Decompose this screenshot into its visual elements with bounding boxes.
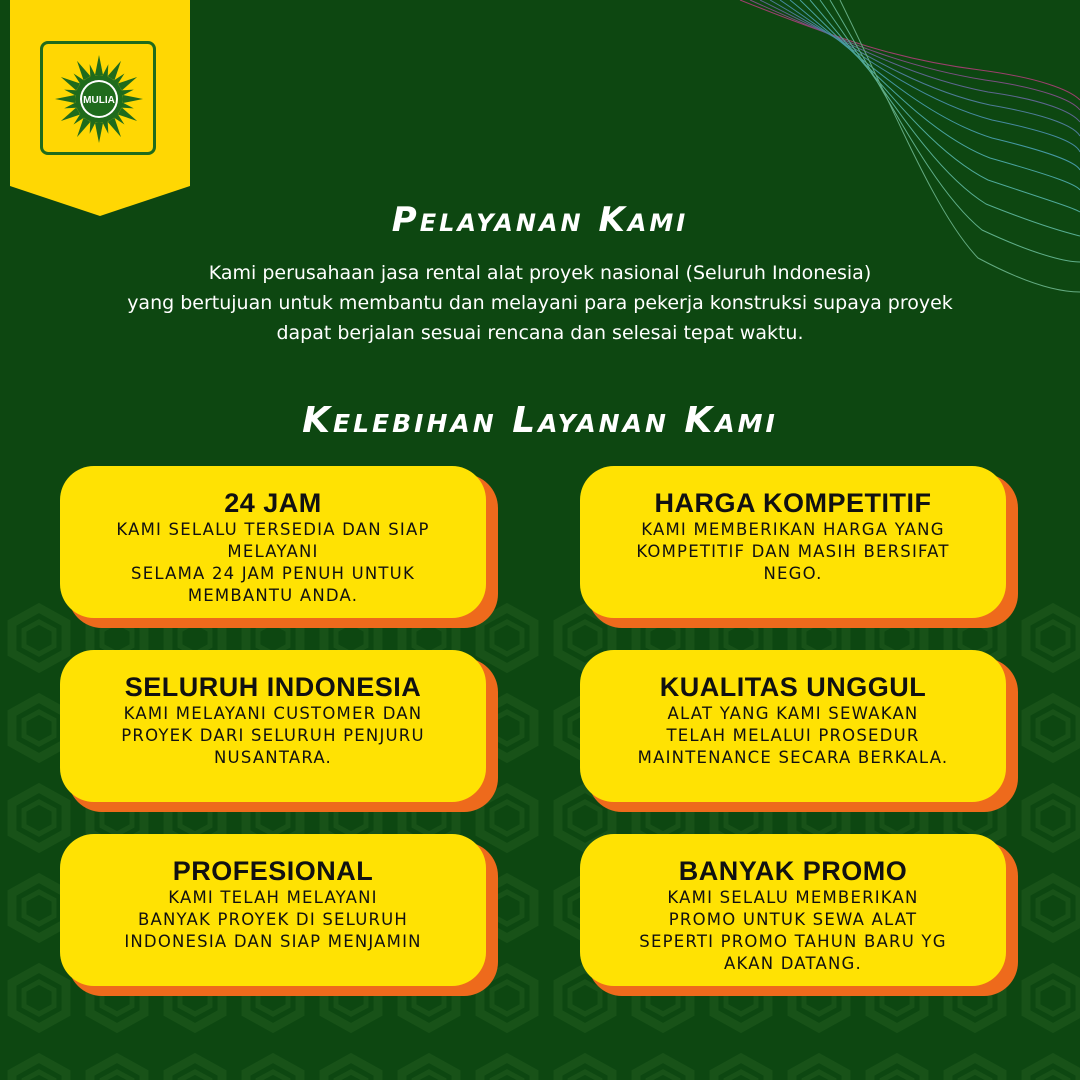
intro-line: Kami perusahaan jasa rental alat proyek nasional (Seluruh Indonesia) [208,262,872,284]
card-description: KAMI SELALU MEMBERIKAN PROMO UNTUK SEWA ALAT SEPERTI PROMO TAHUN BARU YG AKAN DATANG. [639,888,947,973]
card-title: KUALITAS UNGGUL [659,672,927,702]
section-title-pelayanan: Pelayanan Kami [391,200,689,240]
card-description: KAMI TELAH MELAYANI BANYAK PROYEK DI SELURUH INDONESIA DAN SIAP MENJAMIN [124,888,422,951]
intro-paragraph [40,258,1040,348]
intro-line: yang bertujuan untuk membantu dan melayani para pekerja konstruksi supaya proyek [127,292,953,314]
card-description: KAMI MEMBERIKAN HARGA YANG KOMPETITIF DAN MASIH BERSIFAT NEGO. [636,520,950,583]
intro-line: dapat berjalan sesuai rencana dan selesai tepat waktu. [276,322,804,344]
feature-card-seluruh-indonesia [60,650,498,814]
feature-card-banyak-promo [580,834,1018,998]
card-title: SELURUH INDONESIA [124,672,422,702]
card-description: ALAT YANG KAMI SEWAKAN TELAH MELALUI PROSEDUR MAINTENANCE SECARA BERKALA. [637,704,949,767]
mulia-logo-icon [44,44,154,154]
decorative-waves [720,0,1080,300]
logo-text: MULIA [83,95,115,106]
card-title: HARGA KOMPETITIF [654,488,932,518]
card-description: KAMI SELALU TERSEDIA DAN SIAP MELAYANI SELAMA 24 JAM PENUH UNTUK MEMBANTU ANDA. [116,520,430,605]
card-description: KAMI MELAYANI CUSTOMER DAN PROYEK DARI SELURUH PENJURU NUSANTARA. [121,704,425,767]
card-title: 24 JAM [224,488,322,518]
feature-card-kualitas-unggul [580,650,1018,814]
feature-card-24-jam [60,466,498,630]
feature-card-harga-kompetitif [580,466,1018,630]
feature-card-profesional [60,834,498,998]
card-title: PROFESIONAL [172,856,374,886]
section-title-kelebihan: Kelebihan Layanan Kami [302,400,778,441]
card-title: BANYAK PROMO [678,856,908,886]
